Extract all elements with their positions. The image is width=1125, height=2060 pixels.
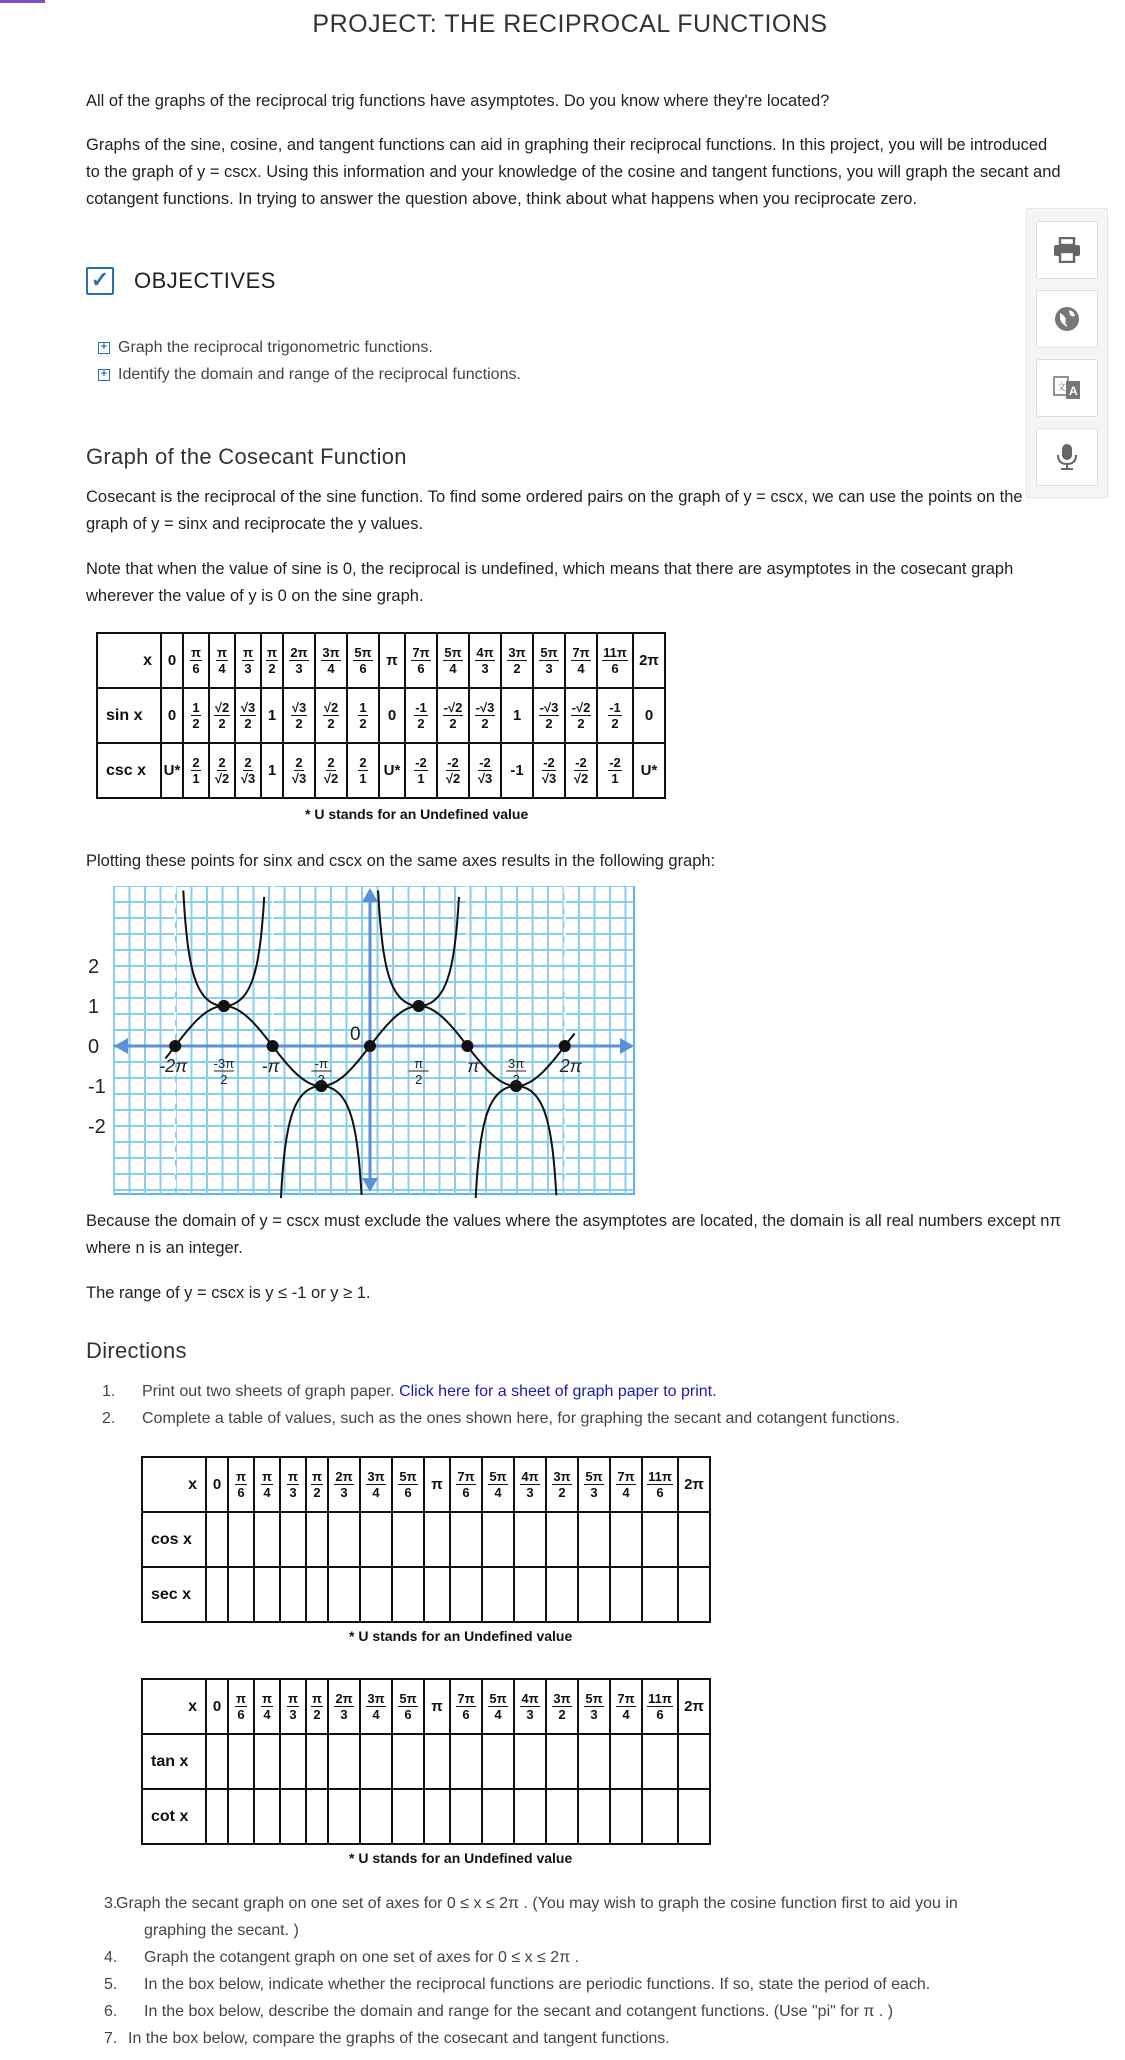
- direction-step-3: 3. Graph the secant graph on one set of axes for 0 ≤ x ≤ 2π . (You may wish to graph the cosine function first to aid you in graphing the secant. ): [104, 1895, 958, 1939]
- table-cell: $\frac{4\pi}{3}$: [514, 1679, 546, 1734]
- table-cell: $\frac{-√2}{2}$: [437, 688, 469, 743]
- svg-text:-π: -π: [314, 1056, 328, 1071]
- table-cell: [392, 1734, 424, 1789]
- table-cell: π: [379, 633, 405, 688]
- svg-text:A: A: [1069, 384, 1078, 398]
- table-cell: [642, 1567, 678, 1622]
- table-cell: [254, 1789, 280, 1844]
- table-cell: [360, 1567, 392, 1622]
- directions-heading: Directions: [86, 1338, 187, 1363]
- table-row-label: cot x: [142, 1789, 206, 1844]
- table-cell: $\frac{-2}{1}$: [405, 743, 437, 798]
- direction-step-6: 6. In the box below, describe the domain and range for the secant and cotangent functions. (Use "pi" for π . ): [104, 2003, 894, 2020]
- table-cell: [514, 1734, 546, 1789]
- expand-icon[interactable]: +: [98, 369, 110, 381]
- table-cell: $\frac{7\pi}{6}$: [450, 1457, 482, 1512]
- sine-point: [169, 1040, 181, 1052]
- table-row-label: x: [142, 1457, 206, 1512]
- table-row-label: x: [97, 633, 161, 688]
- table-cell: $\frac{1}{2}$: [183, 688, 209, 743]
- table-cell: [678, 1567, 710, 1622]
- table-cell: [424, 1512, 450, 1567]
- directions-list-top: [102, 1378, 900, 1432]
- y-tick-label: -2: [88, 1116, 106, 1138]
- table-cell: $\frac{7\pi}{6}$: [405, 633, 437, 688]
- table-cell: $\frac{3\pi}{2}$: [546, 1457, 578, 1512]
- table-cell: $\frac{4\pi}{3}$: [469, 633, 501, 688]
- table-cell: [280, 1512, 306, 1567]
- table-cell: [514, 1789, 546, 1844]
- table-cell: [360, 1512, 392, 1567]
- table-cell: [546, 1789, 578, 1844]
- globe-icon: [1054, 306, 1080, 332]
- table-row-label: sin x: [97, 688, 161, 743]
- table-cell: $\frac{-1}{2}$: [405, 688, 437, 743]
- svg-text:2: 2: [317, 1072, 325, 1087]
- table-cell: $\frac{-√3}{2}$: [533, 688, 565, 743]
- svg-text:3π: 3π: [507, 1056, 525, 1071]
- table-cell: [610, 1512, 642, 1567]
- table-cell: $\frac{3\pi}{2}$: [546, 1679, 578, 1734]
- table-cell: [678, 1734, 710, 1789]
- table-cell: $\frac{\pi}{2}$: [306, 1679, 328, 1734]
- table-cell: [280, 1567, 306, 1622]
- table-cell: [360, 1789, 392, 1844]
- table-cell: [328, 1567, 360, 1622]
- table-cell: [578, 1734, 610, 1789]
- y-tick-label: 0: [88, 1036, 100, 1058]
- table-cell: $\frac{2\pi}{3}$: [328, 1457, 360, 1512]
- table-cell: $\frac{5\pi}{3}$: [578, 1457, 610, 1512]
- table-cell: 0: [206, 1457, 228, 1512]
- table-row-label: tan x: [142, 1734, 206, 1789]
- origin-label: 0: [350, 1024, 361, 1045]
- print-button[interactable]: [1036, 221, 1098, 279]
- table-cell: $\frac{\pi}{4}$: [209, 633, 235, 688]
- table-cell: $\frac{-√3}{2}$: [469, 688, 501, 743]
- table-cell: [206, 1512, 228, 1567]
- table-row-label: csc x: [97, 743, 161, 798]
- table-cell: [546, 1512, 578, 1567]
- table-cell: 0: [379, 688, 405, 743]
- table-x-row: [142, 1457, 710, 1512]
- table-cell: $\frac{√2}{2}$: [315, 688, 347, 743]
- table-cell: $\frac{3\pi}{4}$: [360, 1679, 392, 1734]
- table-cell: $\frac{2}{√2}$: [315, 743, 347, 798]
- x-tick-label: π: [467, 1056, 480, 1076]
- table-cell: [228, 1512, 254, 1567]
- table-cell: [228, 1567, 254, 1622]
- table-cell: $\frac{1}{2}$: [347, 688, 379, 743]
- objectives-title: OBJECTIVES: [134, 268, 276, 293]
- x-tick-label: -π: [261, 1056, 280, 1076]
- table-cell: $\frac{-2}{√2}$: [437, 743, 469, 798]
- table-cell: [642, 1789, 678, 1844]
- table-cell: $\frac{7\pi}{6}$: [450, 1679, 482, 1734]
- table-cell: [306, 1567, 328, 1622]
- table-cell: [514, 1567, 546, 1622]
- table-row-label: cos x: [142, 1512, 206, 1567]
- sine-point: [559, 1040, 571, 1052]
- table-cell: [254, 1512, 280, 1567]
- table-cell: [482, 1734, 514, 1789]
- table-cell: $\frac{3\pi}{4}$: [315, 633, 347, 688]
- table-cell: [450, 1567, 482, 1622]
- table-row-2: [142, 1512, 710, 1567]
- table-cell: [392, 1789, 424, 1844]
- table-cell: 1: [261, 688, 283, 743]
- y-tick-label: -1: [88, 1076, 106, 1098]
- microphone-icon: [1056, 443, 1078, 471]
- table-cell: [642, 1512, 678, 1567]
- table-cell: $\frac{2}{1}$: [183, 743, 209, 798]
- table-cell: [642, 1734, 678, 1789]
- cosecant-point: [413, 1000, 425, 1012]
- translate-page-button[interactable]: [1036, 290, 1098, 348]
- table-cell: $\frac{√3}{2}$: [235, 688, 261, 743]
- table-cell: $\frac{5\pi}{6}$: [347, 633, 379, 688]
- svg-text:-3π: -3π: [213, 1056, 235, 1071]
- undefined-note-secant: * U stands for an Undefined value: [349, 1628, 573, 1644]
- table-cell: U*: [161, 743, 183, 798]
- table-cell: 1: [261, 743, 283, 798]
- table-cell: $\frac{5\pi}{6}$: [392, 1457, 424, 1512]
- table-cell: [280, 1734, 306, 1789]
- y-tick-label: 2: [88, 956, 100, 978]
- table-x-row: [142, 1679, 710, 1734]
- svg-text:2: 2: [220, 1072, 228, 1087]
- translate-button[interactable]: [1036, 359, 1098, 417]
- svg-text:π: π: [414, 1056, 424, 1071]
- table-cell: $\frac{7\pi}{4}$: [565, 633, 597, 688]
- x-tick-label: -2π: [159, 1056, 188, 1076]
- table-cell: [450, 1789, 482, 1844]
- table-cell: [206, 1789, 228, 1844]
- y-tick-label: 1: [88, 996, 100, 1018]
- table-cell: U*: [633, 743, 665, 798]
- sine-point: [267, 1040, 279, 1052]
- table-cell: 0: [161, 688, 183, 743]
- table-cell: $\frac{11\pi}{6}$: [597, 633, 633, 688]
- table-cell: $\frac{5\pi}{6}$: [392, 1679, 424, 1734]
- objectives-header: [86, 264, 276, 298]
- objective-item[interactable]: + Graph the reciprocal trigonometric functions.: [98, 334, 521, 361]
- cosecant-point: [218, 1000, 230, 1012]
- table-cell: [482, 1512, 514, 1567]
- table-cell: [228, 1789, 254, 1844]
- table-cell: [392, 1567, 424, 1622]
- table-cell: $\frac{-2}{√2}$: [565, 743, 597, 798]
- table-cell: [514, 1512, 546, 1567]
- table-cell: $\frac{√3}{2}$: [283, 688, 315, 743]
- table-cell: $\frac{-√2}{2}$: [565, 688, 597, 743]
- table-cell: 2π: [633, 633, 665, 688]
- table-cell: π: [424, 1679, 450, 1734]
- table-cell: $\frac{\pi}{4}$: [254, 1679, 280, 1734]
- table-cell: [254, 1734, 280, 1789]
- table-cell: $\frac{4\pi}{3}$: [514, 1457, 546, 1512]
- svg-text:2: 2: [415, 1072, 423, 1087]
- sine-cosecant-graph: [84, 886, 670, 1198]
- table-row-3: [97, 743, 665, 798]
- table-cell: $\frac{\pi}{3}$: [280, 1679, 306, 1734]
- table-cell: [546, 1734, 578, 1789]
- tool-sidebar: [1026, 208, 1108, 498]
- intro-question: All of the graphs of the reciprocal trig functions have asymptotes. Do you know where they're located?: [86, 92, 830, 110]
- directions-list-bottom: [104, 1890, 1054, 2052]
- table-cell: $\frac{\pi}{6}$: [183, 633, 209, 688]
- table-cell: $\frac{7\pi}{4}$: [610, 1679, 642, 1734]
- table-cell: $\frac{5\pi}{4}$: [482, 1457, 514, 1512]
- table-cell: $\frac{-2}{√3}$: [469, 743, 501, 798]
- top-accent-bar: [0, 0, 45, 3]
- table-cell: $\frac{\pi}{3}$: [235, 633, 261, 688]
- plot-intro: Plotting these points for sinx and cscx on the same axes results in the following graph:: [86, 852, 716, 870]
- table-cell: [306, 1512, 328, 1567]
- graph-paper-link[interactable]: Click here for a sheet of graph paper to print.: [399, 1383, 717, 1400]
- direction-step-5: 5. In the box below, indicate whether the reciprocal functions are periodic functions. If so, state the period of each.: [104, 1976, 931, 1993]
- range-text: The range of y = cscx is y ≤ -1 or y ≥ 1.: [86, 1284, 371, 1302]
- objective-item[interactable]: + Identify the domain and range of the reciprocal functions.: [98, 361, 521, 388]
- table-cell: $\frac{3\pi}{2}$: [501, 633, 533, 688]
- cosecant-heading: Graph of the Cosecant Function: [86, 444, 407, 469]
- table-cell: 2π: [678, 1679, 710, 1734]
- table-cell: $\frac{2}{√3}$: [283, 743, 315, 798]
- table-cell: [392, 1512, 424, 1567]
- checkbox-icon: ✓: [86, 267, 114, 295]
- table-cell: $\frac{11\pi}{6}$: [642, 1457, 678, 1512]
- table-row-3: [142, 1567, 710, 1622]
- table-x-row: [97, 633, 665, 688]
- table-cell: [578, 1567, 610, 1622]
- table-cell: $\frac{3\pi}{4}$: [360, 1457, 392, 1512]
- svg-text:文: 文: [1057, 382, 1067, 392]
- table-cell: [482, 1789, 514, 1844]
- table-cell: $\frac{√2}{2}$: [209, 688, 235, 743]
- table-cell: $\frac{5\pi}{4}$: [482, 1679, 514, 1734]
- table-cell: [254, 1567, 280, 1622]
- table-cell: [328, 1512, 360, 1567]
- table-cell: [424, 1789, 450, 1844]
- table-cell: $\frac{\pi}{2}$: [261, 633, 283, 688]
- table-cell: $\frac{5\pi}{3}$: [578, 1679, 610, 1734]
- table-cell: [228, 1734, 254, 1789]
- table-cell: [306, 1789, 328, 1844]
- undefined-note-cotangent: * U stands for an Undefined value: [349, 1850, 573, 1866]
- table-cell: $\frac{2\pi}{3}$: [328, 1679, 360, 1734]
- table-cell: $\frac{\pi}{2}$: [306, 1457, 328, 1512]
- table-row-label: sec x: [142, 1567, 206, 1622]
- intro-text: Graphs of the sine, cosine, and tangent functions can aid in graphing their reciprocal functions. In this project, you will be introduced to the graph of y = cscx. Using this information and your knowledge of the cosine and tangent functions, you will graph the secant and cotangent functions. In trying to answer the question above, think about what happens when you reciprocate zero.: [86, 136, 1061, 208]
- table-cell: $\frac{\pi}{3}$: [280, 1457, 306, 1512]
- table-cell: $\frac{5\pi}{4}$: [437, 633, 469, 688]
- table-cell: [424, 1734, 450, 1789]
- direction-step-7: 7. In the box below, compare the graphs of the cosecant and tangent functions.: [104, 2030, 670, 2047]
- table-cell: [610, 1567, 642, 1622]
- table-cell: $\frac{\pi}{4}$: [254, 1457, 280, 1512]
- direction-step-2: 2. Complete a table of values, such as the ones shown here, for graphing the secant and cotangent functions.: [102, 1410, 900, 1427]
- table-cell: [206, 1734, 228, 1789]
- cosecant-paragraph-2: Note that when the value of sine is 0, the reciprocal is undefined, which means that there are asymptotes in the cosecant graph wherever the value of y is 0 on the sine graph.: [86, 560, 1014, 605]
- table-cell: $\frac{\pi}{6}$: [228, 1457, 254, 1512]
- table-cell: [306, 1734, 328, 1789]
- sine-point: [364, 1040, 376, 1052]
- table-cell: [450, 1512, 482, 1567]
- table-cell: $\frac{-2}{1}$: [597, 743, 633, 798]
- table-cell: [482, 1567, 514, 1622]
- table-cell: [328, 1789, 360, 1844]
- table-cell: $\frac{-2}{√3}$: [533, 743, 565, 798]
- translate-icon: [1053, 375, 1081, 401]
- undefined-note: * U stands for an Undefined value: [305, 806, 529, 822]
- table-cell: π: [424, 1457, 450, 1512]
- table-cell: $\frac{2}{√2}$: [209, 743, 235, 798]
- table-cell: [546, 1567, 578, 1622]
- table-cell: 0: [633, 688, 665, 743]
- table-cell: [424, 1567, 450, 1622]
- sine-point: [461, 1040, 473, 1052]
- x-tick-label: 2π: [559, 1056, 582, 1076]
- page-title: PROJECT: THE RECIPROCAL FUNCTIONS: [312, 10, 828, 38]
- table-row-2: [142, 1734, 710, 1789]
- table-cell: [206, 1567, 228, 1622]
- table-cell: -1: [501, 743, 533, 798]
- direction-step-1: 1. Print out two sheets of graph paper. Click here for a sheet of graph paper to print.: [102, 1383, 717, 1400]
- print-icon: [1053, 237, 1081, 263]
- expand-icon[interactable]: +: [98, 342, 110, 354]
- read-aloud-button[interactable]: [1036, 428, 1098, 486]
- table-cell: 0: [161, 633, 183, 688]
- table-cell: [280, 1789, 306, 1844]
- svg-text:2: 2: [512, 1072, 520, 1087]
- table-cell: [578, 1789, 610, 1844]
- table-cell: $\frac{\pi}{6}$: [228, 1679, 254, 1734]
- table-cell: [610, 1789, 642, 1844]
- table-cell: 1: [501, 688, 533, 743]
- table-row-3: [142, 1789, 710, 1844]
- table-cell: $\frac{-1}{2}$: [597, 688, 633, 743]
- objectives-list: [98, 334, 521, 388]
- table-cell: [360, 1734, 392, 1789]
- table-cell: U*: [379, 743, 405, 798]
- domain-text: Because the domain of y = cscx must exclude the values where the asymptotes are located, the domain is all real numbers except nπ where n is an integer.: [86, 1212, 1061, 1257]
- table-cell: [578, 1512, 610, 1567]
- table-cell: 0: [206, 1679, 228, 1734]
- direction-step-4: 4. Graph the cotangent graph on one set of axes for 0 ≤ x ≤ 2π .: [104, 1949, 580, 1966]
- table-cell: $\frac{7\pi}{4}$: [610, 1457, 642, 1512]
- table-cell: $\frac{11\pi}{6}$: [642, 1679, 678, 1734]
- cosecant-paragraph-1: Cosecant is the reciprocal of the sine function. To find some ordered pairs on the graph of y = cscx, we can use the points on the graph of y = sinx and reciprocate the y values.: [86, 488, 1023, 533]
- table-cell: $\frac{2}{1}$: [347, 743, 379, 798]
- table-row-2: [97, 688, 665, 743]
- table-cell: [450, 1734, 482, 1789]
- table-cell: [678, 1789, 710, 1844]
- secant-values-table: [141, 1456, 711, 1623]
- table-cell: $\frac{2\pi}{3}$: [283, 633, 315, 688]
- table-cell: [678, 1512, 710, 1567]
- table-cell: [610, 1734, 642, 1789]
- cotangent-values-table: [141, 1678, 711, 1845]
- table-cell: 2π: [678, 1457, 710, 1512]
- table-cell: $\frac{2}{√3}$: [235, 743, 261, 798]
- table-cell: $\frac{5\pi}{3}$: [533, 633, 565, 688]
- cosecant-values-table: [96, 632, 666, 799]
- table-row-label: x: [142, 1679, 206, 1734]
- table-cell: [328, 1734, 360, 1789]
